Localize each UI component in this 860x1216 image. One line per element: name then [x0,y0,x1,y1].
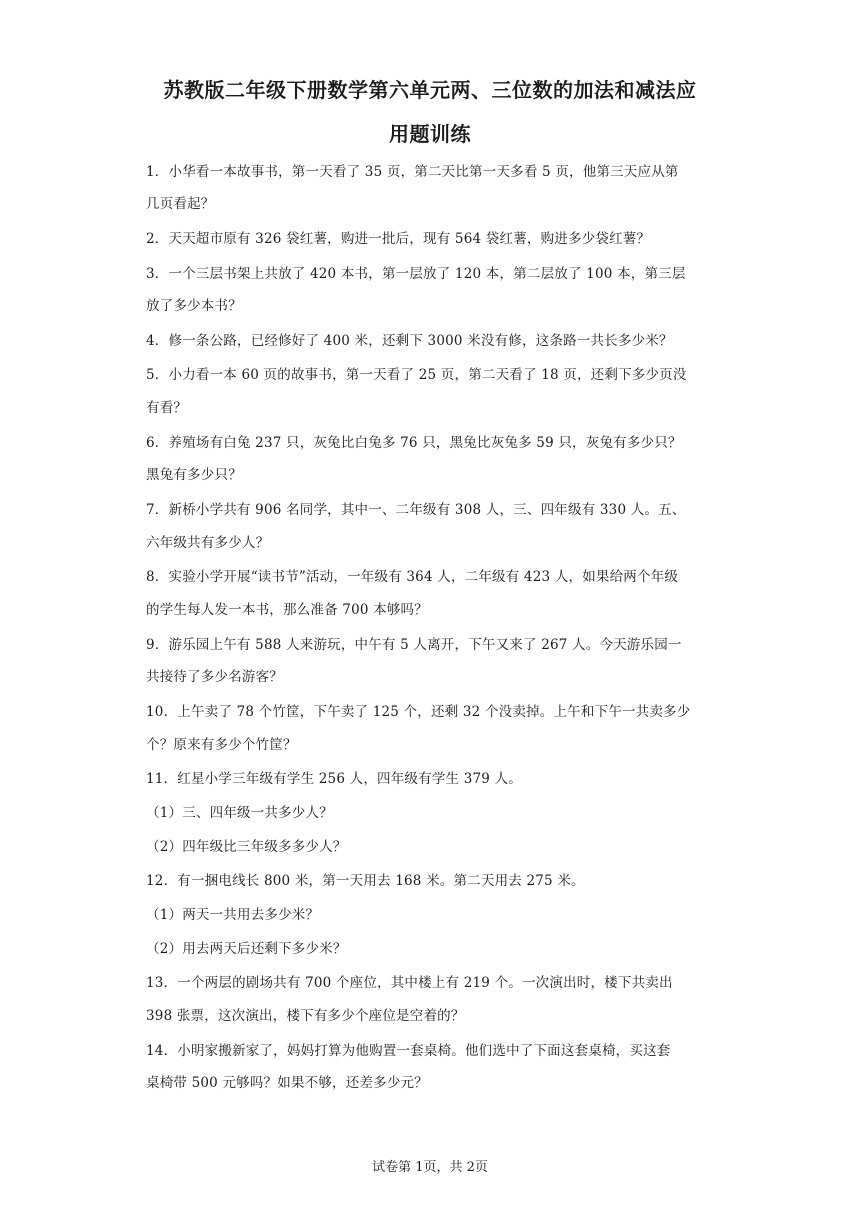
question-8-line-1: 8．实验小学开展“读书节”活动，一年级有 364 人，二年级有 423 人，如果给两个年级 [146,569,679,585]
question-14-line-2: 桌椅带 500 元够吗？如果不够，还差多少元？ [146,1075,428,1091]
page-title-line-2: 用题训练 [389,122,471,146]
question-3-line-2: 放了多少本书？ [146,298,242,314]
question-12-part-1: （1）两天一共用去多少米？ [146,907,320,923]
question-8-line-2: 的学生每人发一本书，那么准备 700 本够吗？ [146,602,428,618]
question-5-line-1: 5．小力看一本 60 页的故事书，第一天看了 25 页，第二天看了 18 页，还剩下多少页没 [146,367,687,383]
question-12-part-2: （2）用去两天后还剩下多少米？ [146,941,347,957]
question-14-line-1: 14．小明家搬新家了，妈妈打算为他购置一套桌椅。他们选中了下面这套桌椅，买这套 [146,1043,671,1059]
question-13-line-1: 13．一个两层的剧场共有 700 个座位，其中楼上有 219 个。一次演出时，楼下共卖出 [146,975,673,991]
question-13-line-2: 398 张票，这次演出，楼下有多少个座位是空着的？ [146,1008,465,1024]
question-5-line-2: 有看？ [146,400,188,416]
question-9-line-2: 共接待了多少名游客？ [146,669,283,685]
question-1-line-1: 1．小华看一本故事书，第一天看了 35 页，第二天比第一天多看 5 页，他第三天应从第 [146,164,679,180]
page-title-line-1: 苏教版二年级下册数学第六单元两、三位数的加法和减法应 [163,78,697,102]
question-7-line-1: 7．新桥小学共有 906 名同学，其中一、二年级有 308 人，三、四年级有 330 人。五、 [146,502,686,518]
question-12-line-1: 12．有一捆电线长 800 米，第一天用去 168 米。第二天用去 275 米。 [146,873,585,889]
question-6-line-1: 6．养殖场有白兔 237 只，灰兔比白兔多 76 只，黑兔比灰兔多 59 只，灰兔有多少只？ [146,435,682,451]
question-7-line-2: 六年级共有多少人？ [146,535,270,551]
question-10-line-2: 个？原来有多少个竹筐？ [146,737,297,753]
question-2-line-1: 2．天天超市原有 326 袋红薯，购进一批后，现有 564 袋红薯，购进多少袋红薯？ [146,231,651,247]
question-1-line-2: 几页看起？ [146,196,215,212]
question-11-line-1: 11．红星小学三年级有学生 256 人，四年级有学生 379 人。 [146,771,522,787]
question-4-line-1: 4．修一条公路，已经修好了 400 米，还剩下 3000 米没有修，这条路一共长多少米？ [146,333,673,349]
question-6-line-2: 黑兔有多少只？ [146,467,242,483]
question-9-line-1: 9．游乐园上午有 588 人来游玩，中午有 5 人离开，下午又来了 267 人。今天游乐园一 [146,637,682,653]
question-11-part-1: （1）三、四年级一共多少人？ [146,805,333,821]
question-10-line-1: 10．上午卖了 78 个竹筐，下午卖了 125 个，还剩 32 个没卖掉。上午和下午一共卖多少 [146,704,691,720]
question-11-part-2: （2）四年级比三年级多多少人？ [146,839,347,855]
page-footer: 试卷第 1页，共 2页 [372,1160,488,1175]
question-3-line-1: 3．一个三层书架上共放了 420 本书，第一层放了 120 本，第二层放了 100 本，第三层 [146,266,686,282]
